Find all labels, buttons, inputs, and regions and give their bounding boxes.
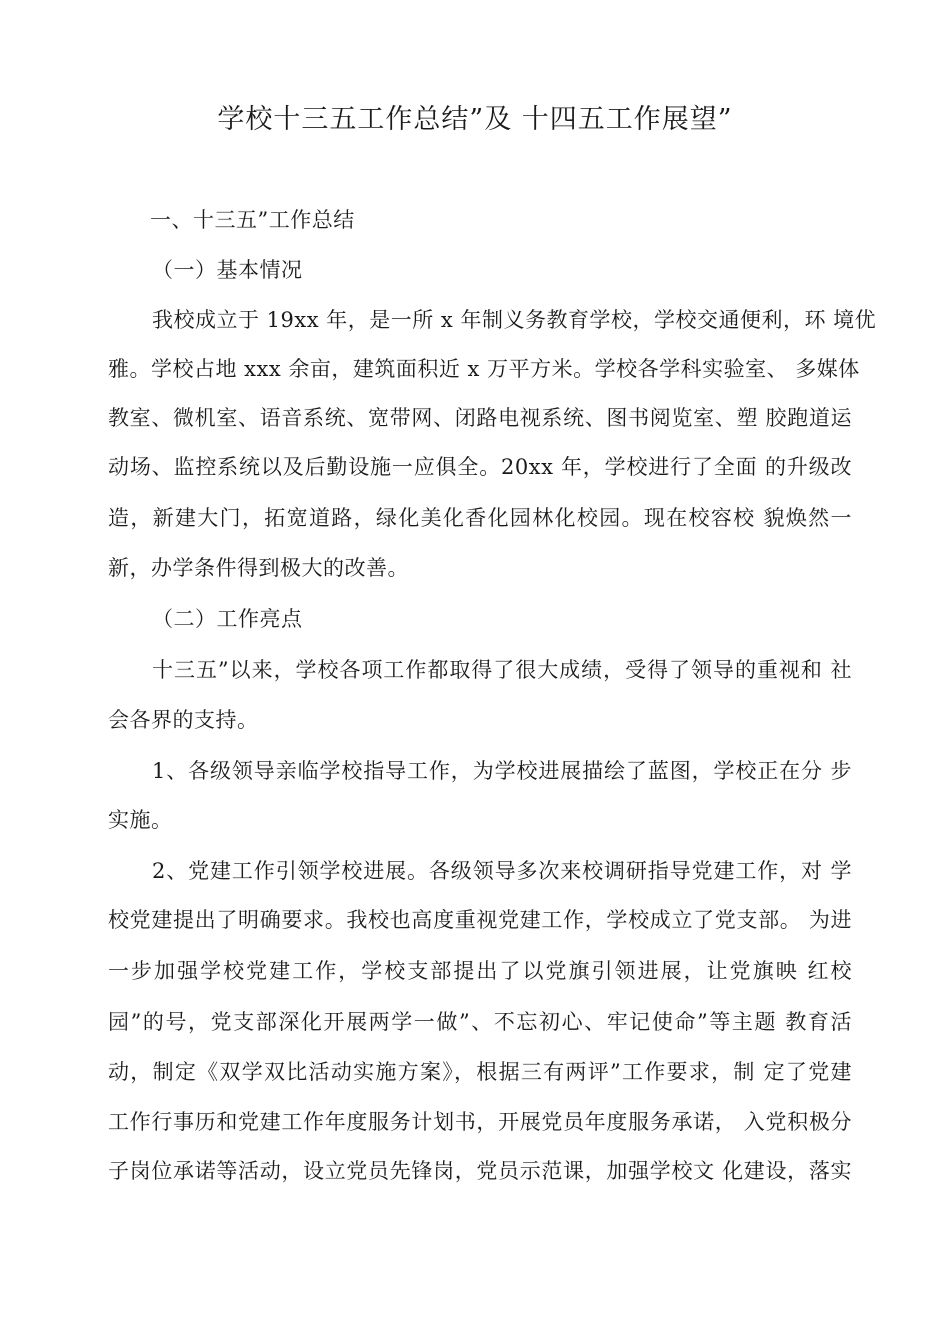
paragraph-line: 造，新建大门，拓宽道路，绿化美化香化园林化校园。现在校容校 貌焕然一 bbox=[108, 506, 852, 530]
subsection-heading: （二）工作亮点 bbox=[152, 607, 303, 631]
paragraph-line: 一步加强学校党建工作，学校支部提出了以党旗引领进展，让党旗映 红校 bbox=[108, 959, 852, 983]
paragraph-line: 工作行事历和党建工作年度服务计划书，开展党员年度服务承诺， 入党积极分 bbox=[108, 1110, 852, 1134]
document-title: 学校十三五工作总结”及 十四五工作展望” bbox=[217, 104, 733, 135]
paragraph-line: 教室、微机室、语音系统、宽带网、闭路电视系统、图书阅览室、塑 胶跑道运 bbox=[108, 406, 852, 430]
paragraph-line: 新，办学条件得到极大的改善。 bbox=[108, 556, 409, 580]
paragraph-line: 会各界的支持。 bbox=[108, 708, 259, 732]
paragraph-line: 动，制定《双学双比活动实施方案》，根据三有两评”工作要求，制 定了党建 bbox=[108, 1060, 852, 1084]
paragraph-line: 2、党建工作引领学校进展。各级领导多次来校调研指导党建工作，对 学 bbox=[152, 859, 852, 883]
paragraph-line: 1、各级领导亲临学校指导工作，为学校进展描绘了蓝图，学校正在分 步 bbox=[152, 759, 852, 783]
paragraph-line: 动场、监控系统以及后勤设施一应俱全。20xx 年，学校进行了全面 的升级改 bbox=[108, 455, 852, 479]
paragraph-line: 校党建提出了明确要求。我校也高度重视党建工作，学校成立了党支部。 为进 bbox=[108, 908, 852, 932]
subsection-heading: （一）基本情况 bbox=[152, 258, 303, 282]
paragraph-line: 十三五”以来，学校各项工作都取得了很大成绩，受得了领导的重视和 社 bbox=[152, 658, 852, 682]
paragraph-line: 雅。学校占地 xxx 余亩，建筑面积近 x 万平方米。学校各学科实验室、 多媒体 bbox=[108, 357, 860, 381]
paragraph-line: 子岗位承诺等活动，设立党员先锋岗，党员示范课，加强学校文 化建设，落实 bbox=[108, 1159, 852, 1183]
section-heading: 一、十三五”工作总结 bbox=[150, 208, 355, 232]
paragraph-line: 实施。 bbox=[108, 808, 173, 832]
paragraph-line: 园”的号，党支部深化开展两学一做”、不忘初心、牢记使命”等主题 教育活 bbox=[108, 1010, 852, 1034]
paragraph-line: 我校成立于 19xx 年，是一所 x 年制义务教育学校，学校交通便利，环 境优 bbox=[152, 308, 877, 332]
